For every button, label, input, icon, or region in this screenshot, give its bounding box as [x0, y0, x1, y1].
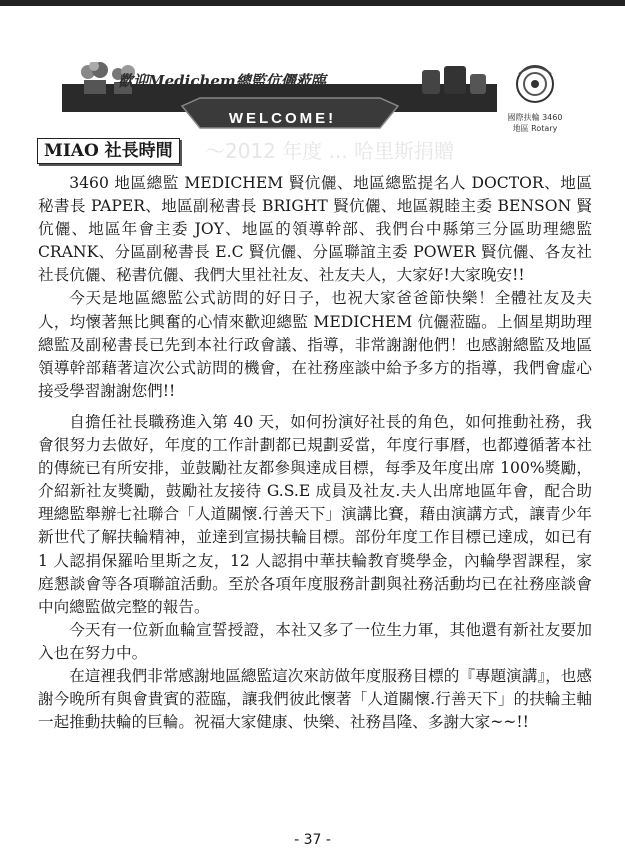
section-heading: MIAO 社長時間	[37, 138, 180, 164]
paragraph: 在這裡我們非常感謝地區總監這次來訪做年度服務目標的『專題演講』，也感謝今晚所有與會貴賓的蒞臨，讓我們彼此懷著「人道關懷.行善天下」的扶輪主軸一起推動扶輪的巨輪。祝福大家健康、快樂、社務昌隆、多謝大家~~!!	[38, 666, 592, 732]
rotary-emblem-icon	[505, 62, 565, 112]
top-rule	[0, 0, 625, 6]
page-number: - 37 -	[294, 832, 331, 848]
jar-icon	[422, 66, 486, 94]
paragraph: 自擔任社長職務進入第 40 天，如何扮演好社長的角色，如何推動社務，我會很努力去做好，年度的工作計劃都已規劃妥當，年度行事曆，也都遵循著本社的傳統已有所安排，並鼓勵社友都參與達成目標，每季及年度出席 100%獎勵，介紹新社友獎勵，鼓勵社友接待 G.S.E 成員及社友.夫人出席地區年會，配合助理總監舉辦七社聯合「人道關懷.行善天下」演講比賽，藉由演講方式，讓青少年新世代了解扶輪精神，並達到宣揚扶輪目標。部份年度工作目標已達成，如已有 1 人認捐保羅哈里斯之友，12 人認捐中華扶輪教育獎學金，內輪學習課程，家庭懇談會等各項聯誼活動。至於各項年度服務計劃與社務活動均已在社務座談會中向總監做完整的報告。	[38, 412, 592, 616]
welcome-label: WELCOME!	[228, 110, 337, 127]
paragraph: 3460 地區總監 MEDICHEM 賢伉儷、地區總監提名人 DOCTOR、地區秘書長 PAPER、地區副秘書長 BRIGHT 賢伉儷、地區親睦主委 BENSON 賢伉儷、地區年會主委 JOY、地區的領導幹部、我們台中縣第三分區助理總監 CRANK、分區副秘書長 E.C 賢伉儷、分區聯誼主委 POWER 賢伉儷、各友社社長伉儷、秘書伉儷、我們大里社社友、社友夫人，大家好!大家晚安!!	[38, 174, 592, 285]
flower-pot-icon	[81, 62, 108, 94]
banner-title: 歡迎Medichem總監伉儷蒞臨	[118, 72, 326, 90]
rotary-logo	[505, 62, 565, 134]
paragraph: 今天有一位新血輪宣誓授證，本社又多了一位生力軍，其他還有新社友要加入也在努力中。	[38, 620, 592, 662]
paragraph: 今天是地區總監公式訪問的好日子，也祝大家爸爸節快樂！全體社友及夫人，均懷著無比興奮的心情來歡迎總監 MEDICHEM 伉儷蒞臨。上個星期助理總監及副秘書長已先到本社行政會議、指導，非常謝謝他們！也感謝總監及地區領導幹部藉著這次公式訪問的機會，在社務座談中給予多方的指導，我們會虛心接受學習謝謝您們!!	[38, 289, 592, 400]
article-body	[38, 172, 592, 734]
logo-caption: 國際扶輪 3460地區 Rotary	[507, 113, 563, 133]
watermark-text: ～2012 年度 ... 哈里斯捐贈	[205, 139, 455, 163]
